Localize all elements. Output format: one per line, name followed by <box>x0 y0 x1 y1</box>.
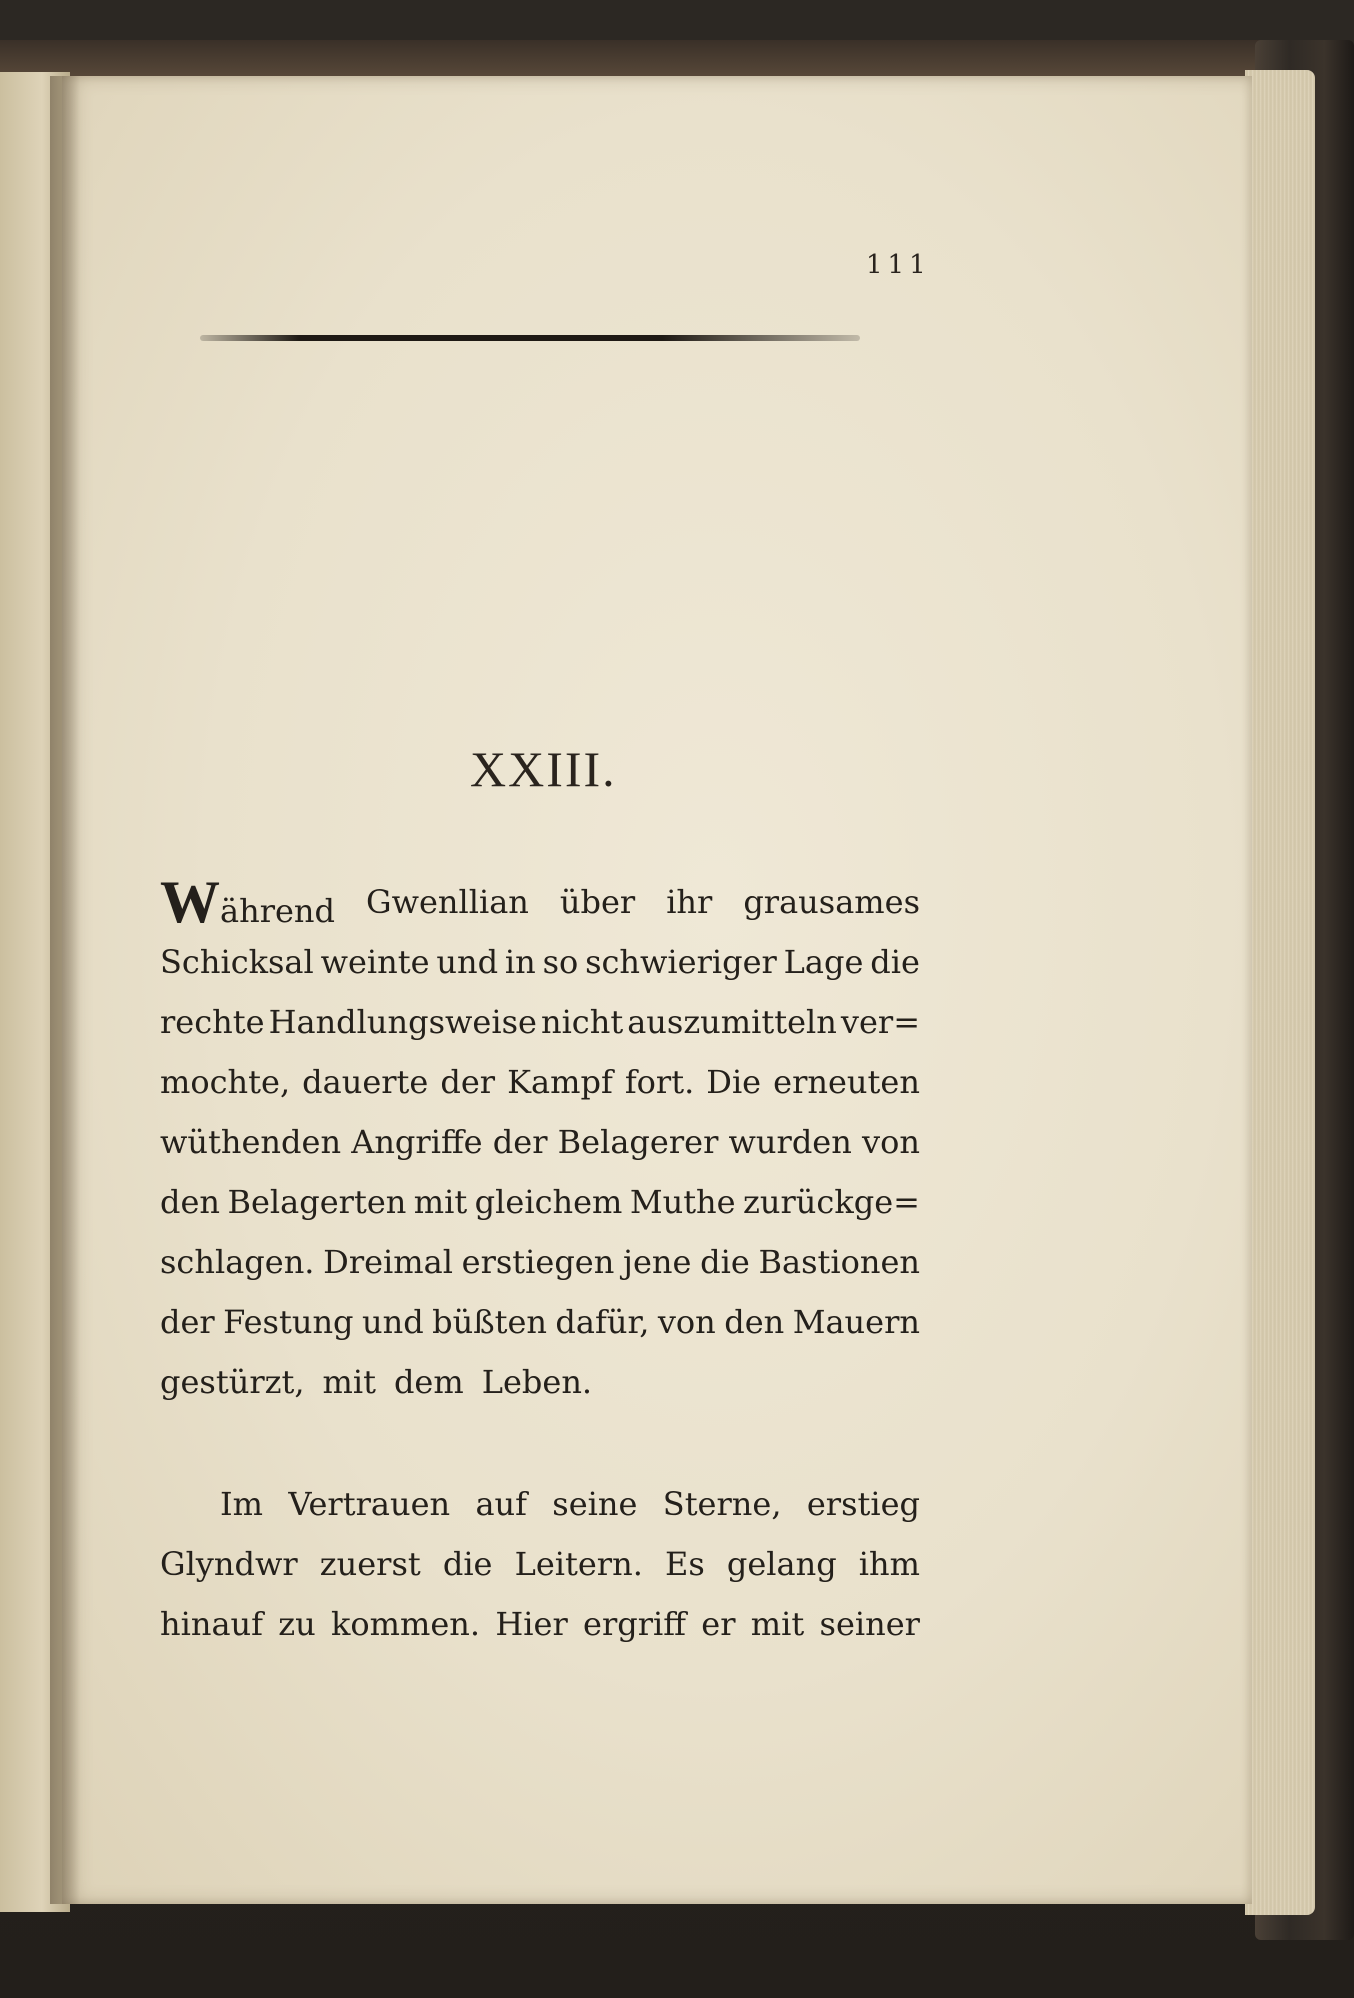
word: seiner <box>819 1605 920 1643</box>
word: wüthenden <box>160 1123 342 1161</box>
page-number: 111 <box>866 250 931 280</box>
word: so <box>542 943 579 981</box>
word: Sterne, <box>662 1485 782 1523</box>
paragraph-1 <box>160 869 920 1412</box>
word: weinte <box>320 943 430 981</box>
word: jene <box>623 1243 692 1281</box>
word: in <box>504 943 536 981</box>
text-line <box>160 1292 920 1352</box>
word: fort. <box>624 1063 695 1101</box>
word: grausames <box>743 883 920 921</box>
word <box>160 869 336 935</box>
word: der <box>492 1123 548 1161</box>
gutter-shadow <box>50 76 80 1904</box>
word: und <box>436 943 499 981</box>
word: mit <box>413 1183 468 1221</box>
word: Leitern. <box>514 1545 643 1583</box>
word: Muthe <box>629 1183 736 1221</box>
word: dauerte <box>302 1063 429 1101</box>
drop-cap: W <box>160 869 220 935</box>
word: seine <box>552 1485 638 1523</box>
word: zu <box>278 1605 316 1643</box>
text-line <box>160 1112 920 1172</box>
word: Handlungsweise <box>268 1003 537 1041</box>
word: Im <box>220 1485 263 1523</box>
word: Gwenllian <box>366 883 529 921</box>
word: dafür, <box>555 1303 650 1341</box>
word: Lage <box>783 943 864 981</box>
word: Leben. <box>481 1363 593 1401</box>
word: der <box>160 1303 215 1341</box>
header-rule <box>200 335 860 341</box>
word: die <box>870 943 920 981</box>
text-line <box>160 1052 920 1112</box>
paragraph-2 <box>160 1474 920 1654</box>
word: ihm <box>858 1545 920 1583</box>
word: mit <box>750 1605 805 1643</box>
page-stack-edge <box>1245 70 1315 1915</box>
word: Dreimal <box>323 1243 453 1281</box>
word-rest: ährend <box>220 892 336 930</box>
word: ver= <box>840 1003 920 1041</box>
word: Hier <box>495 1605 568 1643</box>
word: schwieriger <box>585 943 777 981</box>
text-line <box>160 1232 920 1292</box>
word: dem <box>393 1363 464 1401</box>
word: über <box>559 883 636 921</box>
word: Kampf <box>507 1063 613 1101</box>
word: Belagerten <box>227 1183 407 1221</box>
text-line <box>160 1534 920 1594</box>
word: mochte, <box>160 1063 291 1101</box>
word: ihr <box>666 883 713 921</box>
body-text <box>160 869 920 1654</box>
word: Vertrauen <box>288 1485 451 1523</box>
word: ergriff <box>583 1605 686 1643</box>
text-line <box>160 992 920 1052</box>
word: und <box>361 1303 424 1341</box>
word: Mauern <box>792 1303 920 1341</box>
text-line <box>160 869 920 935</box>
word: nicht <box>540 1003 624 1041</box>
chapter-number: XXIII. <box>470 741 617 797</box>
word: erstiegen <box>461 1243 615 1281</box>
text-line <box>160 1172 920 1232</box>
word: Schicksal <box>160 943 314 981</box>
paragraph-gap <box>160 1412 920 1474</box>
word: er <box>701 1605 736 1643</box>
word: rechte <box>160 1003 265 1041</box>
word: gestürzt, <box>160 1363 305 1401</box>
word: erstieg <box>806 1485 920 1523</box>
word: Die <box>706 1063 762 1101</box>
word: Festung <box>223 1303 354 1341</box>
text-line <box>160 1352 920 1412</box>
word: der <box>440 1063 496 1101</box>
word: die <box>700 1243 750 1281</box>
word: die <box>442 1545 493 1583</box>
word: hinauf <box>160 1605 263 1643</box>
word: zuerst <box>319 1545 421 1583</box>
word: kommen. <box>331 1605 481 1643</box>
word: schlagen. <box>160 1243 315 1281</box>
text-line <box>160 1474 920 1534</box>
word: auf <box>475 1485 527 1523</box>
word: den <box>724 1303 785 1341</box>
word: Glyndwr <box>160 1545 298 1583</box>
word: auszumitteln <box>627 1003 837 1041</box>
word: den <box>160 1183 221 1221</box>
word: zurückge= <box>743 1183 920 1221</box>
word: Belagerer <box>557 1123 719 1161</box>
word: Es <box>664 1545 705 1583</box>
book-cover-top <box>0 40 1310 80</box>
word: büßten <box>432 1303 547 1341</box>
word: erneuten <box>773 1063 920 1101</box>
text-line <box>160 932 920 992</box>
word: mit <box>322 1363 376 1401</box>
text-line <box>160 1594 920 1654</box>
word: von <box>657 1303 716 1341</box>
word: wurden <box>728 1123 852 1161</box>
word: Bastionen <box>758 1243 920 1281</box>
word: gelang <box>726 1545 837 1583</box>
word: Angriffe <box>351 1123 483 1161</box>
word: gleichem <box>474 1183 623 1221</box>
word: von <box>862 1123 920 1161</box>
